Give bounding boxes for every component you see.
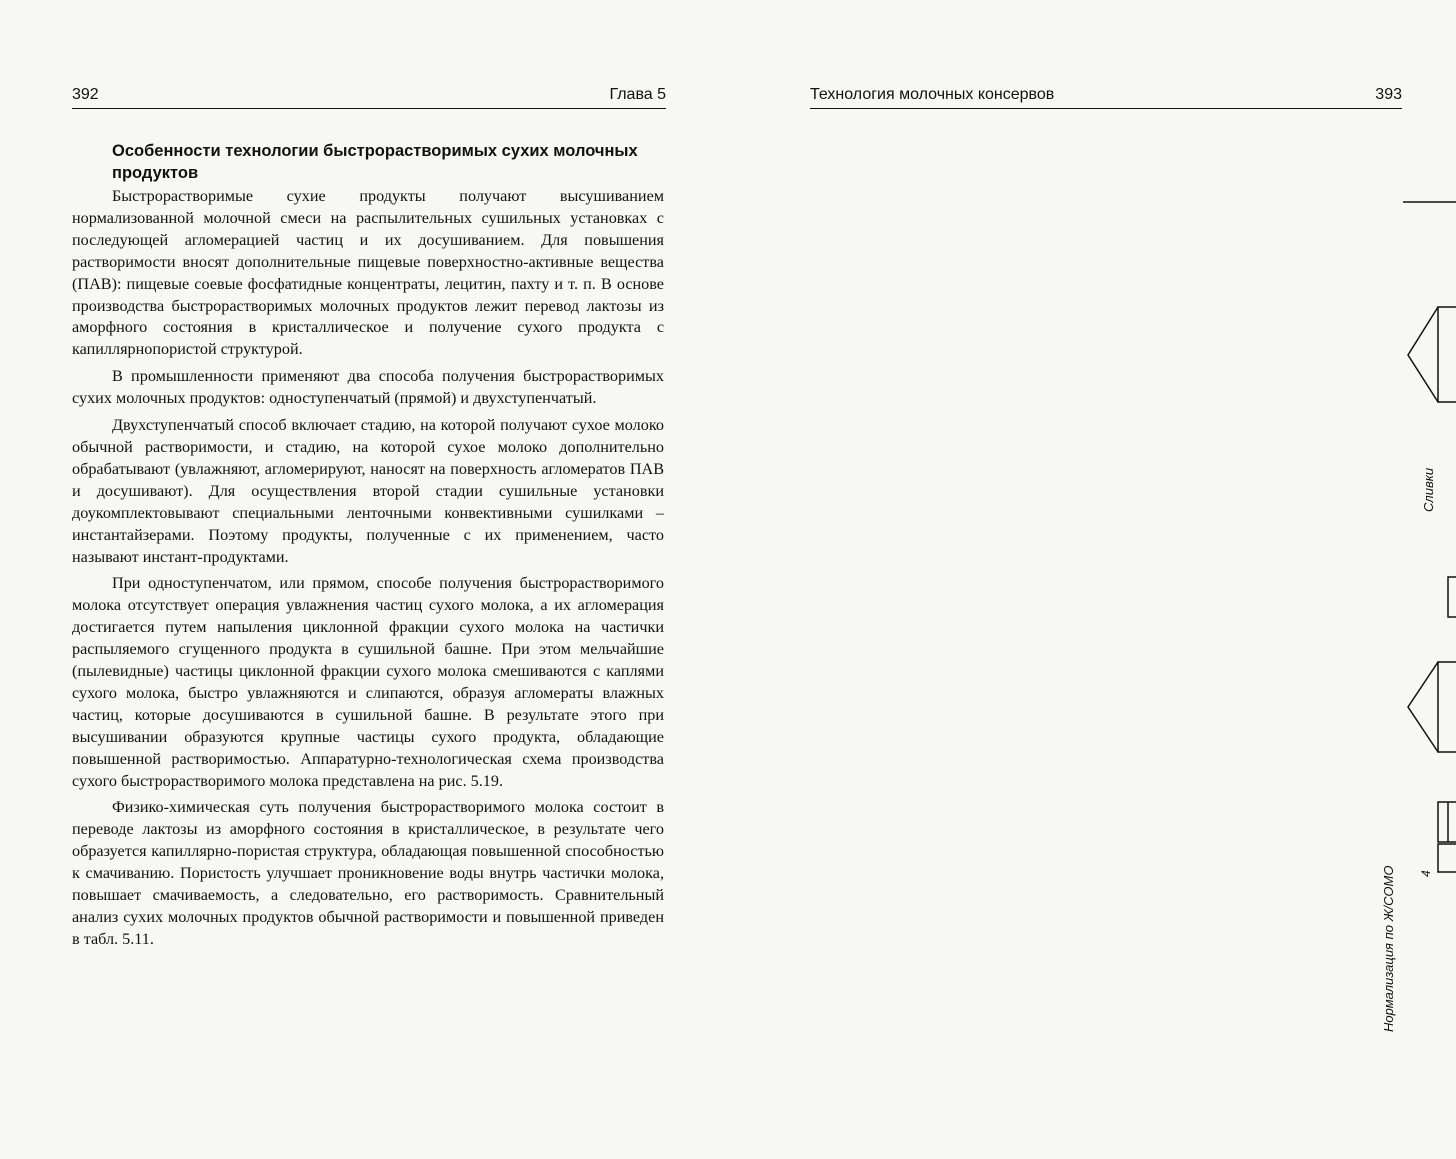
right-running-head bbox=[810, 86, 1402, 109]
paragraph: В промышленности применяют два способа получения быстрорастворимых сухих молочных продуктов: одноступенчатый (прямой) и двухступенчатый. bbox=[72, 367, 664, 408]
left-page-number: 392 bbox=[72, 86, 99, 103]
process-scheme-diagram bbox=[1378, 142, 1456, 1072]
right-page-number: 393 bbox=[1375, 86, 1402, 103]
cream-label: Сливки bbox=[1421, 467, 1436, 512]
paragraph: Быстрорастворимые сухие продукты получают высушиванием нормализованной молочной смеси на распылительных сушильных установках с последующей агломерацией частиц и их досушиванием. Для повышения растворимости вносят дополнительные пищевые поверхностно-активные вещества (ПАВ): пищевые соевые фосфатидные концентраты, лецитин, пахту и т. п. В основе производства быстрорастворимых молочных продуктов лежит перевод лактозы из аморфного состояния в кристаллическое и получение сухого продукта с капиллярнопористой структурой. bbox=[72, 187, 664, 359]
normalization-label: Нормализация по Ж/СОМО bbox=[1381, 865, 1396, 1032]
paragraph: При одноступенчатом, или прямом, способе получения быстрорастворимого молока отсутствует операция увлажнения частиц сухого молока, а их агломерация достигается путем напыления циклонной фракции сухого молока на частички распыляемого сгущенного продукта в сушильной башне. При этом мельчайшие (пылевидные) частицы циклонной фракции сухого молока смешиваются с каплями сухого молока, быстро увлажняются и слипаются, образуя агломераты влажных частиц, которые досушиваются в сушильной башне. В результате этого при высушивании образуются крупные частицы сухого продукта, обладающие повышенной растворимостью. Аппаратурно-технологическая схема производства сухого быстрорастворимого молока представлена на рис. 5.19. bbox=[72, 574, 664, 790]
chapter-label: Глава 5 bbox=[609, 86, 666, 103]
running-head-title: Технология молочных консервов bbox=[810, 86, 1055, 103]
paragraph: Двухступенчатый способ включает стадию, на которой получают сухое молоко обычной растворимости, и стадию, на которой сухое молоко дополнительно обрабатывают (увлажняют, агломерируют, наносят на поверхность агломератов ПАВ и досушивают). Для осуществления второй стадии сушильные установки доукомплектовывают специальными ленточными конвективными сушилками – инстантайзерами. Поэтому продукты, полученные с их применением, часто называют инстант-продуктами. bbox=[72, 416, 664, 566]
heat-exchanger-icon bbox=[1448, 577, 1456, 617]
paragraph: Физико-химическая суть получения быстрорастворимого молока состоит в переводе лактозы из аморфного состояния в кристаллическое, в результате чего образуется капиллярно-пористая структура, обладающая повышенной способностью к смачиванию. Пористость улучшает проникновение воды внутрь частички молока, повышает смачиваемость, а следовательно, его растворимость. Сравнительный анализ сухих молочных продуктов обычной растворимости и повышенной приведен в табл. 5.11. bbox=[72, 798, 664, 948]
storage-tank-icon bbox=[1408, 307, 1456, 402]
callout-number: 4 bbox=[1419, 870, 1433, 877]
left-running-head bbox=[72, 86, 666, 109]
body-text bbox=[72, 186, 664, 956]
storage-tank-icon bbox=[1408, 662, 1456, 752]
figure-rotated bbox=[1378, 142, 1456, 1072]
plate-cooler-icon bbox=[1438, 802, 1456, 842]
right-page bbox=[728, 0, 1456, 1159]
section-title: Особенности технологии быстрорастворимых сухих молочных продуктов bbox=[112, 142, 638, 182]
counter-icon bbox=[1438, 844, 1456, 872]
